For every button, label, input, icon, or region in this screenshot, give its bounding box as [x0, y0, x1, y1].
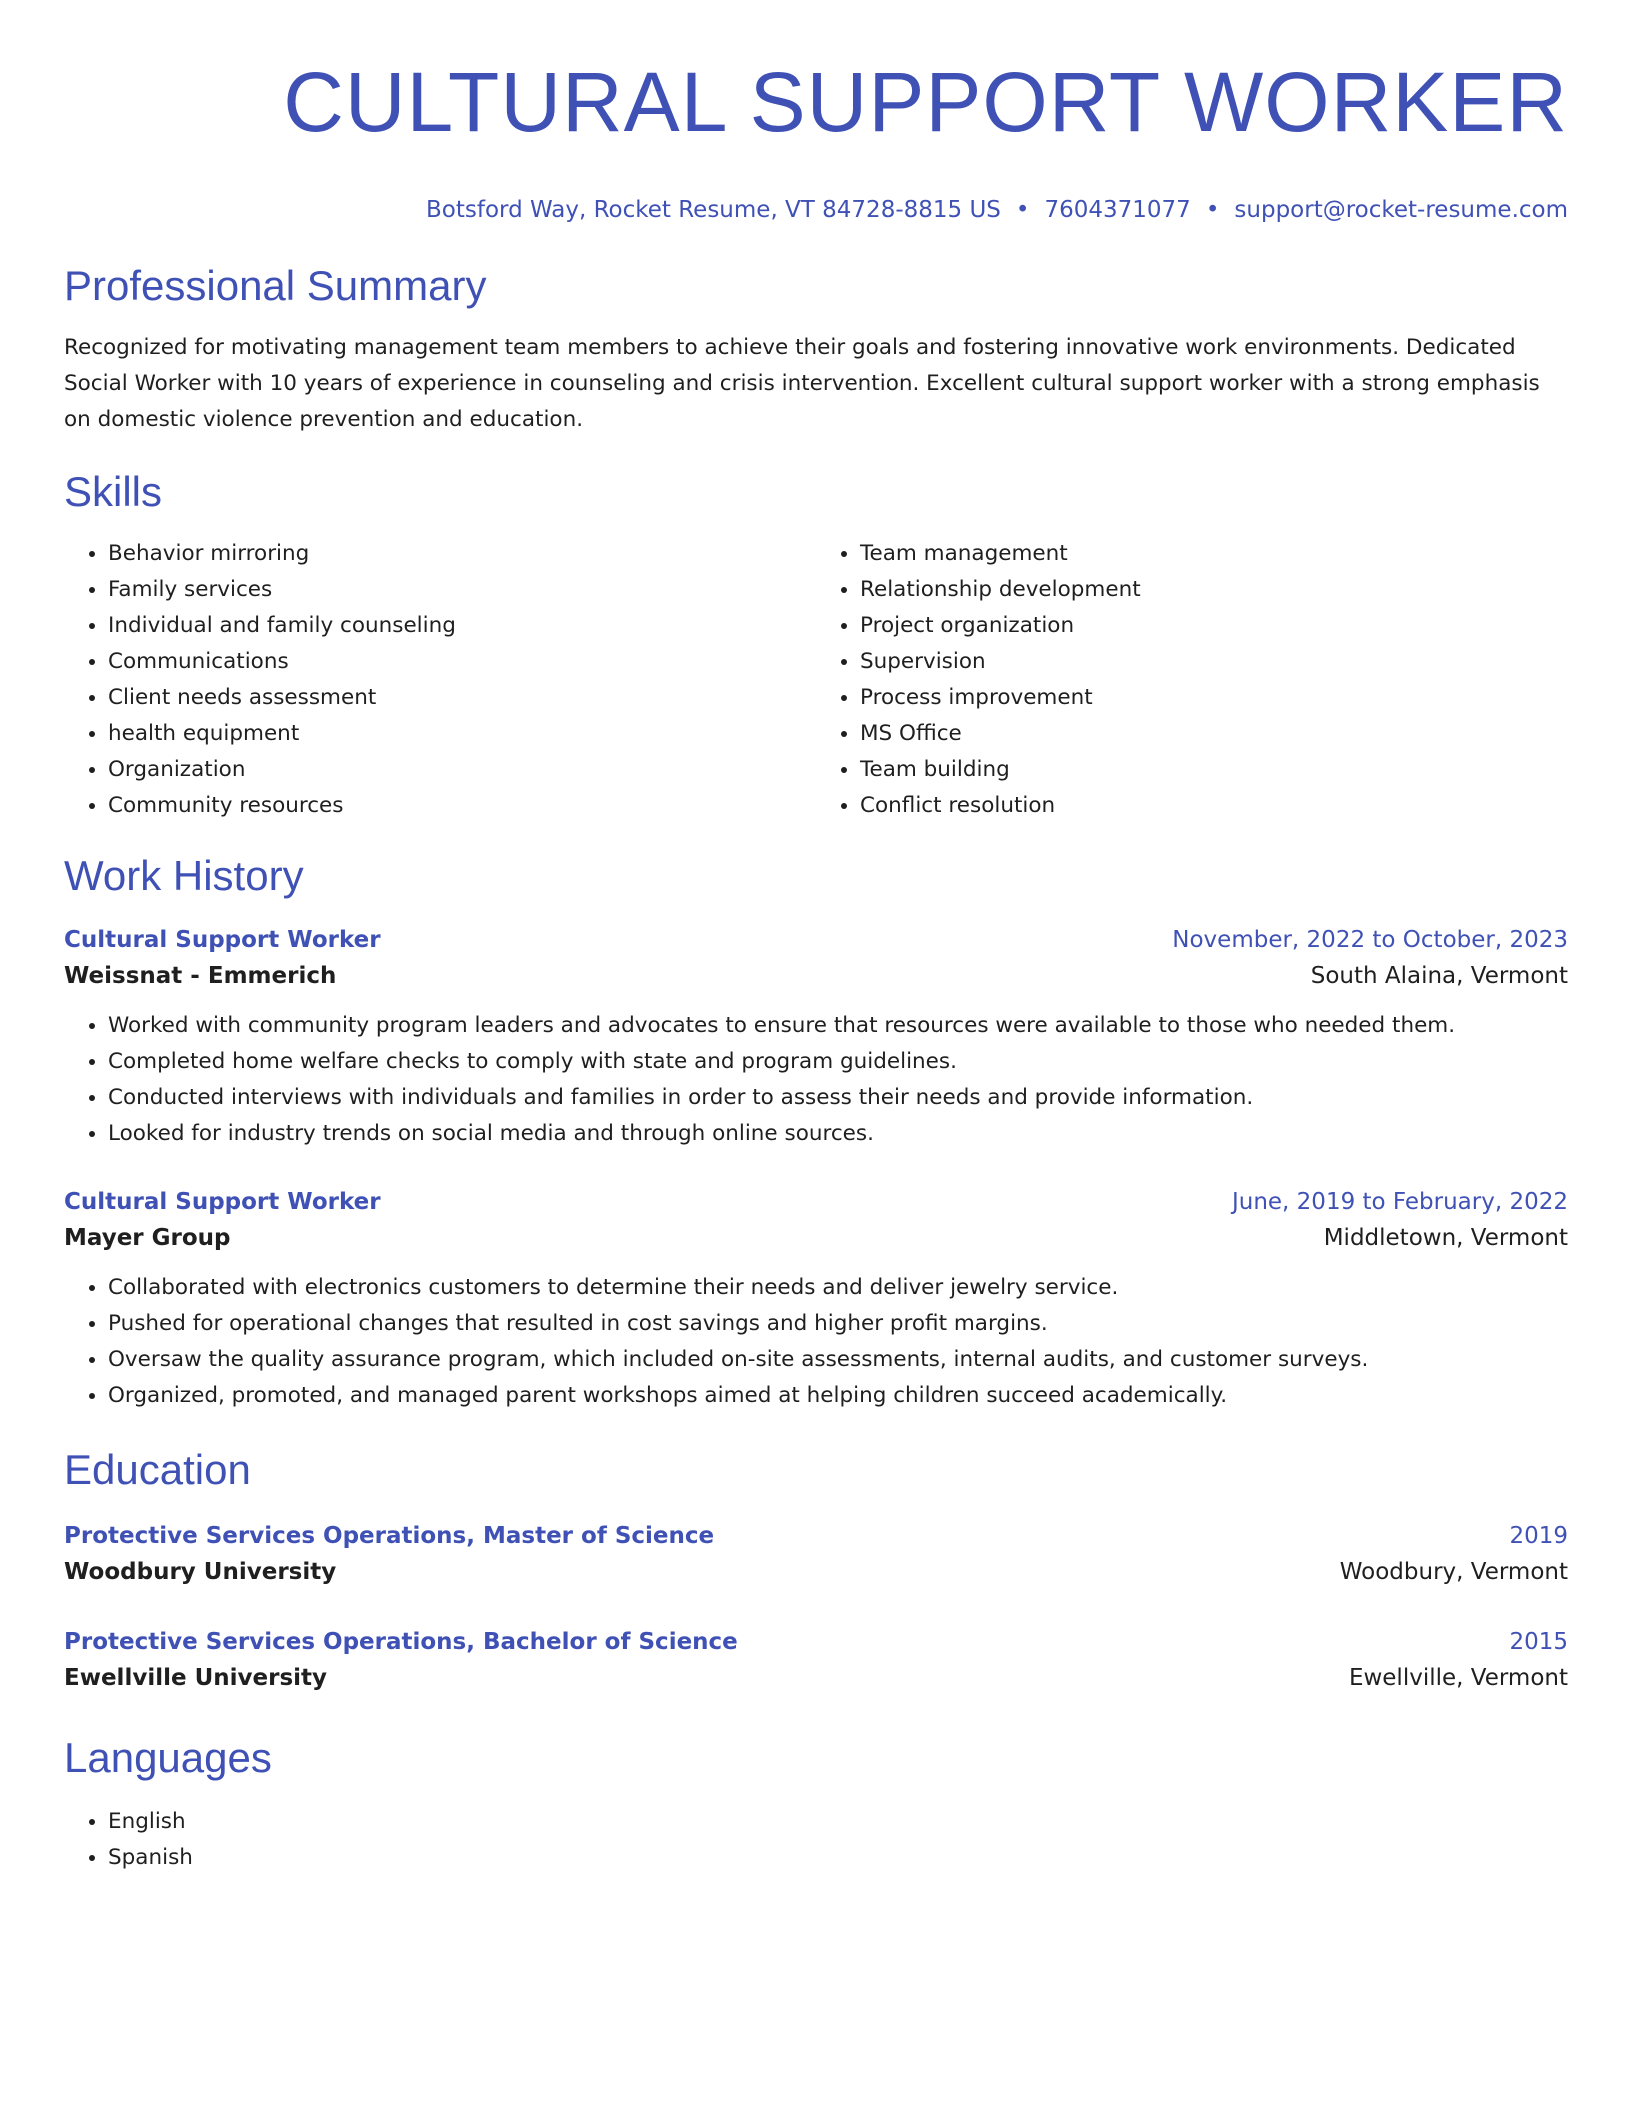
- job-title: Cultural Support Worker: [64, 927, 381, 953]
- skill-item: • Organization: [108, 752, 816, 788]
- skill-item: • Individual and family counseling: [108, 608, 816, 644]
- school-name: Woodbury University: [64, 1559, 337, 1585]
- school-location: Ewellville, Vermont: [1348, 1665, 1568, 1691]
- school-row: [64, 1660, 1568, 1696]
- job-dates: June, 2019 to February, 2022: [1231, 1189, 1568, 1215]
- skill-item: • Client needs assessment: [108, 680, 816, 716]
- contact-separator: •: [1205, 197, 1220, 223]
- job-duties-list: [64, 1270, 1568, 1414]
- job-duty: • Organized, promoted, and managed parent workshops aimed at helping children succeed academically.: [108, 1378, 1568, 1414]
- skill-item: • Communications: [108, 644, 816, 680]
- job-dates: November, 2022 to October, 2023: [1172, 927, 1568, 953]
- job-duty: • Completed home welfare checks to comply with state and program guidelines.: [108, 1044, 1568, 1080]
- job-duty: • Pushed for operational changes that resulted in cost savings and higher profit margins.: [108, 1306, 1568, 1342]
- job-title-row: [64, 922, 1568, 958]
- skill-item: • Family services: [108, 572, 816, 608]
- contact-address: Botsford Way, Rocket Resume, VT 84728-8815 US: [426, 197, 1001, 223]
- job-duty: • Worked with community program leaders and advocates to ensure that resources were available to those who needed them.: [108, 1008, 1568, 1044]
- languages-heading: Languages: [64, 1734, 272, 1781]
- job-title: Cultural Support Worker: [64, 1189, 381, 1215]
- job-employer-row: [64, 958, 1568, 994]
- education-entry: [64, 1518, 1568, 1590]
- school-location: Woodbury, Vermont: [1339, 1559, 1568, 1585]
- job-employer: Mayer Group: [64, 1225, 231, 1251]
- skills-columns: [64, 536, 1568, 824]
- skill-item: • Process improvement: [860, 680, 1568, 716]
- skills-left-list: [64, 536, 816, 824]
- school-row: [64, 1554, 1568, 1590]
- summary-heading: Professional Summary: [64, 262, 487, 309]
- skills-heading: Skills: [64, 468, 163, 515]
- degree-year: 2019: [1509, 1523, 1568, 1549]
- skill-item: • MS Office: [860, 716, 1568, 752]
- skill-item: • Supervision: [860, 644, 1568, 680]
- skill-item: • Team building: [860, 752, 1568, 788]
- skill-item: • health equipment: [108, 716, 816, 752]
- job-entry: [64, 922, 1568, 1152]
- skills-right-list: [816, 536, 1568, 824]
- language-item: • English: [108, 1804, 1568, 1840]
- skill-item: • Behavior mirroring: [108, 536, 816, 572]
- job-title-row: [64, 1184, 1568, 1220]
- degree-title: Protective Services Operations, Master of Science: [64, 1523, 715, 1549]
- degree-year: 2015: [1509, 1629, 1568, 1655]
- skill-item: • Relationship development: [860, 572, 1568, 608]
- education-entry: [64, 1624, 1568, 1696]
- languages-list: [64, 1804, 1568, 1876]
- contact-line: [64, 194, 1568, 226]
- contact-email: support@rocket-resume.com: [1234, 197, 1568, 223]
- job-entry: [64, 1184, 1568, 1414]
- contact-separator: •: [1015, 197, 1030, 223]
- work-history-heading: Work History: [64, 852, 304, 899]
- candidate-name: CULTURAL SUPPORT WORKER: [283, 55, 1568, 149]
- skill-item: • Conflict resolution: [860, 788, 1568, 824]
- education-heading: Education: [64, 1446, 251, 1493]
- contact-phone: 7604371077: [1044, 197, 1191, 223]
- job-duty: • Oversaw the quality assurance program, which included on-site assessments, internal audits, and customer surveys.: [108, 1342, 1568, 1378]
- job-location: Middletown, Vermont: [1323, 1225, 1568, 1251]
- skill-item: • Team management: [860, 536, 1568, 572]
- job-employer: Weissnat - Emmerich: [64, 963, 337, 989]
- job-duties-list: [64, 1008, 1568, 1152]
- degree-row: [64, 1624, 1568, 1660]
- job-duty: • Conducted interviews with individuals and families in order to assess their needs and provide information.: [108, 1080, 1568, 1116]
- degree-title: Protective Services Operations, Bachelor of Science: [64, 1629, 738, 1655]
- job-employer-row: [64, 1220, 1568, 1256]
- job-location: South Alaina, Vermont: [1310, 963, 1568, 989]
- degree-row: [64, 1518, 1568, 1554]
- language-item: • Spanish: [108, 1840, 1568, 1876]
- job-duty: • Collaborated with electronics customers to determine their needs and deliver jewelry service.: [108, 1270, 1568, 1306]
- school-name: Ewellville University: [64, 1665, 328, 1691]
- skill-item: • Project organization: [860, 608, 1568, 644]
- job-duty: • Looked for industry trends on social media and through online sources.: [108, 1116, 1568, 1152]
- skill-item: • Community resources: [108, 788, 816, 824]
- summary-text: Recognized for motivating management team members to achieve their goals and fostering innovative work environments. Dedicated Social Worker with 10 years of experience in counseling and crisis intervention. Excellent cultural support worker with a strong emphasis on domestic violence prevention and education.: [64, 335, 1540, 432]
